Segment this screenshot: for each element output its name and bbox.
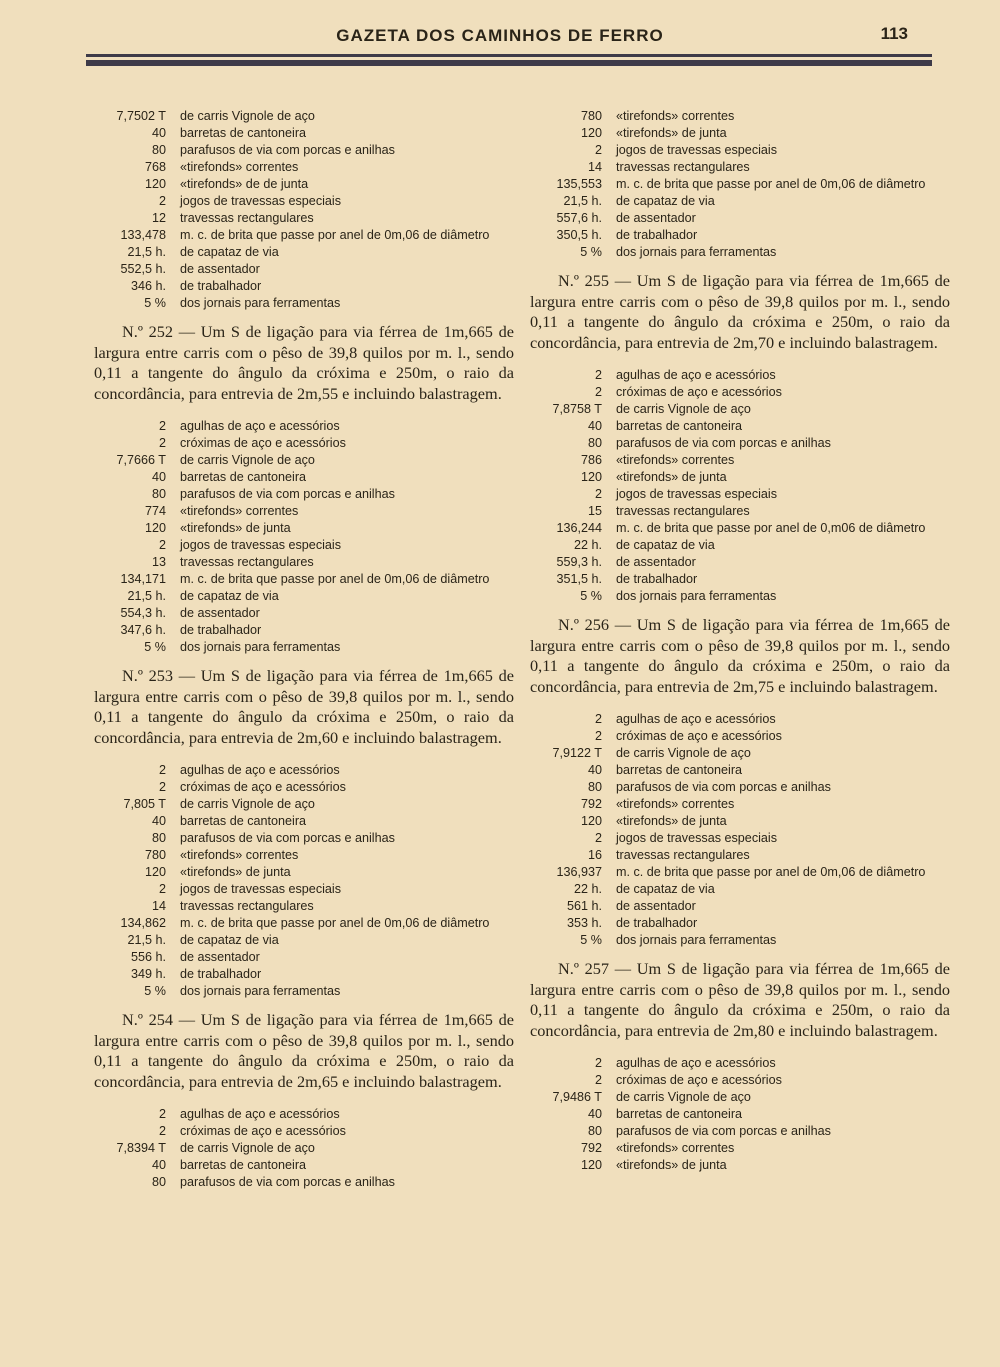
- item-quantity: 120: [580, 470, 602, 484]
- list-item: [94, 1140, 514, 1157]
- item-description: m. c. de brita que passe por anel de 0m,06 de diâmetro: [180, 572, 490, 586]
- list-item: [530, 452, 950, 469]
- list-item: [94, 983, 514, 1000]
- list-item: [530, 367, 950, 384]
- page-number: 113: [880, 24, 908, 43]
- list-item: [530, 864, 950, 881]
- item-description: de carris Vignole de aço: [180, 797, 315, 811]
- list-item: [530, 469, 950, 486]
- item-quantity: 2: [158, 436, 166, 450]
- item-description: cróximas de aço e acessórios: [180, 1124, 346, 1138]
- item-description: barretas de cantoneira: [616, 1107, 743, 1121]
- item-description: de carris Vignole de aço: [180, 109, 315, 123]
- item-quantity: 2: [158, 882, 166, 896]
- item-quantity: 559,3 h.: [556, 555, 602, 569]
- item-quantity: 134,171: [120, 572, 166, 586]
- list-item: [530, 1055, 950, 1072]
- item-quantity: 5 %: [144, 984, 166, 998]
- item-description: cróximas de aço e acessórios: [616, 1073, 782, 1087]
- item-quantity: 136,244: [556, 521, 602, 535]
- list-item: [530, 745, 950, 762]
- item-quantity: 134,862: [120, 916, 166, 930]
- list-item: [94, 435, 514, 452]
- section: [530, 108, 950, 261]
- item-description: m. c. de brita que passe por anel de 0m,06 de diâmetro: [180, 228, 490, 242]
- item-description: de assentador: [180, 262, 260, 276]
- item-description: parafusos de via com porcas e anilhas: [616, 780, 831, 794]
- item-description: de capataz de via: [180, 245, 279, 259]
- list-item: [94, 418, 514, 435]
- item-description: parafusos de via com porcas e anilhas: [180, 1175, 395, 1189]
- list-item: [530, 881, 950, 898]
- item-description: de trabalhador: [180, 967, 262, 981]
- item-quantity: 350,5 h.: [556, 228, 602, 242]
- item-description: de carris Vignole de aço: [616, 1090, 751, 1104]
- item-quantity: 40: [587, 763, 602, 777]
- item-quantity: 80: [587, 1124, 602, 1138]
- list-item: [94, 469, 514, 486]
- item-description: parafusos de via com porcas e anilhas: [616, 436, 831, 450]
- item-description: parafusos de via com porcas e anilhas: [616, 1124, 831, 1138]
- list-item: [530, 1157, 950, 1174]
- item-quantity: 2: [158, 194, 166, 208]
- list-item: [530, 813, 950, 830]
- list-item: [530, 227, 950, 244]
- list-item: [94, 1174, 514, 1191]
- list-item: [530, 418, 950, 435]
- item-quantity: 21,5 h.: [563, 194, 602, 208]
- list-item: [94, 881, 514, 898]
- item-quantity: 14: [151, 899, 166, 913]
- item-quantity: 5 %: [580, 589, 602, 603]
- item-quantity: 80: [587, 780, 602, 794]
- item-description: barretas de cantoneira: [616, 763, 743, 777]
- item-description: «tirefonds» de junta: [180, 865, 291, 879]
- item-description: de trabalhador: [180, 623, 262, 637]
- item-description: de carris Vignole de aço: [616, 402, 751, 416]
- list-item: [530, 728, 950, 745]
- item-description: agulhas de aço e acessórios: [616, 1056, 776, 1070]
- item-description: agulhas de aço e acessórios: [180, 763, 340, 777]
- item-description: de trabalhador: [616, 228, 698, 242]
- list-item: [94, 537, 514, 554]
- list-item: [94, 1123, 514, 1140]
- list-item: [530, 711, 950, 728]
- item-description: de assentador: [180, 950, 260, 964]
- item-description: «tirefonds» correntes: [180, 160, 299, 174]
- item-description: m. c. de brita que passe por anel de 0m,06 de diâmetro: [180, 916, 490, 930]
- list-item: [94, 176, 514, 193]
- list-item: [530, 779, 950, 796]
- item-quantity: 120: [144, 177, 166, 191]
- item-description: «tirefonds» de de junta: [180, 177, 309, 191]
- item-description: «tirefonds» correntes: [616, 797, 735, 811]
- item-description: de carris Vignole de aço: [180, 453, 315, 467]
- item-quantity: 2: [594, 1073, 602, 1087]
- list-item: [94, 1106, 514, 1123]
- item-quantity: 347,6 h.: [120, 623, 166, 637]
- item-description: travessas rectangulares: [616, 160, 750, 174]
- section-paragraph: N.º 253 — Um S de ligação para via férrea de 1m,665 de largura entre carris com o pêso de 39,8 quilos por m. l., sendo 0,11 a tangente do ângulo da cróxima e 250m, o raio da concordância, para entrevia de 2m,60 e incluindo balastragem.: [94, 666, 514, 747]
- item-description: de trabalhador: [616, 572, 698, 586]
- list-item: [530, 486, 950, 503]
- section-paragraph: N.º 252 — Um S de ligação para via férrea de 1m,665 de largura entre carris com o pêso de 39,8 quilos por m. l., sendo 0,11 a tangente do ângulo da cróxima e 250m, o raio da concordância, para entrevia de 2m,55 e incluindo balastragem.: [94, 322, 514, 403]
- list-item: [94, 142, 514, 159]
- item-quantity: 2: [594, 487, 602, 501]
- item-description: de carris Vignole de aço: [180, 1141, 315, 1155]
- item-quantity: 80: [151, 1175, 166, 1189]
- item-quantity: 2: [158, 1107, 166, 1121]
- item-description: «tirefonds» correntes: [616, 109, 735, 123]
- list-item: [530, 1072, 950, 1089]
- list-item: [94, 452, 514, 469]
- list-item: [94, 588, 514, 605]
- item-description: travessas rectangulares: [616, 848, 750, 862]
- list-item: [94, 108, 514, 125]
- item-quantity: 5 %: [144, 640, 166, 654]
- item-description: jogos de travessas especiais: [180, 194, 342, 208]
- item-description: de assentador: [616, 899, 696, 913]
- list-item: [94, 639, 514, 656]
- item-description: parafusos de via com porcas e anilhas: [180, 487, 395, 501]
- item-description: parafusos de via com porcas e anilhas: [180, 143, 395, 157]
- list-item: [530, 159, 950, 176]
- list-item: [530, 244, 950, 261]
- list-item: [530, 1123, 950, 1140]
- item-description: de capataz de via: [180, 933, 279, 947]
- item-description: travessas rectangulares: [180, 899, 314, 913]
- item-description: de assentador: [180, 606, 260, 620]
- list-item: [94, 244, 514, 261]
- item-description: «tirefonds» correntes: [616, 1141, 735, 1155]
- item-description: de carris Vignole de aço: [616, 746, 751, 760]
- item-quantity: 12: [151, 211, 166, 225]
- item-quantity: 40: [587, 419, 602, 433]
- item-quantity: 2: [594, 368, 602, 382]
- section: [94, 322, 514, 656]
- section: [94, 1010, 514, 1191]
- section: [94, 666, 514, 1000]
- item-description: dos jornais para ferramentas: [180, 984, 341, 998]
- list-item: [94, 898, 514, 915]
- item-quantity: 80: [151, 487, 166, 501]
- list-item: [530, 915, 950, 932]
- item-quantity: 40: [151, 1158, 166, 1172]
- item-quantity: 353 h.: [566, 916, 602, 930]
- item-description: jogos de travessas especiais: [616, 143, 778, 157]
- item-quantity: 80: [587, 436, 602, 450]
- item-description: dos jornais para ferramentas: [616, 933, 777, 947]
- item-quantity: 2: [158, 763, 166, 777]
- section-paragraph: N.º 254 — Um S de ligação para via férrea de 1m,665 de largura entre carris com o pêso de 39,8 quilos por m. l., sendo 0,11 a tangente do ângulo da cróxima e 250m, o raio da concordância, para entrevia de 2m,65 e incluindo balastragem.: [94, 1010, 514, 1091]
- list-item: [94, 932, 514, 949]
- list-item: [94, 554, 514, 571]
- list-item: [94, 949, 514, 966]
- item-description: m. c. de brita que passe por anel de 0,m06 de diâmetro: [616, 521, 926, 535]
- item-quantity: 13: [151, 555, 166, 569]
- item-quantity: 7,805 T: [123, 797, 166, 811]
- section-paragraph: N.º 257 — Um S de ligação para via férrea de 1m,665 de largura entre carris com o pêso de 39,8 quilos por m. l., sendo 0,11 a tangente do ângulo da cróxima e 250m, o raio da concordância, para entrevia de 2m,80 e incluindo balastragem.: [530, 959, 950, 1040]
- list-item: [530, 1106, 950, 1123]
- list-item: [94, 847, 514, 864]
- item-quantity: 2: [594, 1056, 602, 1070]
- item-quantity: 768: [144, 160, 166, 174]
- list-item: [94, 486, 514, 503]
- list-item: [94, 193, 514, 210]
- list-item: [530, 588, 950, 605]
- item-quantity: 5 %: [580, 933, 602, 947]
- item-description: travessas rectangulares: [180, 211, 314, 225]
- item-quantity: 557,6 h.: [556, 211, 602, 225]
- list-item: [530, 435, 950, 452]
- item-description: barretas de cantoneira: [616, 419, 743, 433]
- item-description: m. c. de brita que passe por anel de 0m,06 de diâmetro: [616, 865, 926, 879]
- item-quantity: 5 %: [580, 245, 602, 259]
- item-quantity: 21,5 h.: [127, 245, 166, 259]
- materials-list: [94, 108, 514, 312]
- list-item: [530, 762, 950, 779]
- list-item: [94, 966, 514, 983]
- list-item: [530, 1089, 950, 1106]
- item-description: dos jornais para ferramentas: [616, 245, 777, 259]
- list-item: [94, 813, 514, 830]
- list-item: [530, 554, 950, 571]
- list-item: [530, 571, 950, 588]
- item-description: parafusos de via com porcas e anilhas: [180, 831, 395, 845]
- item-quantity: 40: [151, 470, 166, 484]
- item-description: barretas de cantoneira: [180, 814, 307, 828]
- list-item: [94, 295, 514, 312]
- item-quantity: 2: [594, 729, 602, 743]
- list-item: [530, 176, 950, 193]
- item-quantity: 774: [144, 504, 166, 518]
- item-description: «tirefonds» correntes: [180, 848, 299, 862]
- item-description: «tirefonds» correntes: [616, 453, 735, 467]
- item-quantity: 136,937: [556, 865, 602, 879]
- item-quantity: 120: [580, 1158, 602, 1172]
- section: [94, 108, 514, 312]
- item-description: de assentador: [616, 211, 696, 225]
- item-quantity: 2: [158, 538, 166, 552]
- item-description: jogos de travessas especiais: [616, 831, 778, 845]
- item-quantity: 80: [151, 143, 166, 157]
- item-description: jogos de travessas especiais: [616, 487, 778, 501]
- item-description: «tirefonds» de junta: [180, 521, 291, 535]
- materials-list: [94, 762, 514, 1000]
- item-quantity: 792: [580, 1141, 602, 1155]
- item-quantity: 2: [158, 419, 166, 433]
- item-quantity: 349 h.: [130, 967, 166, 981]
- item-quantity: 14: [587, 160, 602, 174]
- item-quantity: 786: [580, 453, 602, 467]
- item-quantity: 2: [158, 780, 166, 794]
- item-description: de trabalhador: [616, 916, 698, 930]
- list-item: [94, 605, 514, 622]
- item-quantity: 40: [151, 814, 166, 828]
- list-item: [94, 520, 514, 537]
- materials-list: [530, 367, 950, 605]
- item-quantity: 351,5 h.: [556, 572, 602, 586]
- item-quantity: 21,5 h.: [127, 933, 166, 947]
- header-rule-bottom: [86, 60, 932, 66]
- item-description: de capataz de via: [616, 538, 715, 552]
- list-item: [94, 864, 514, 881]
- item-description: cróximas de aço e acessórios: [180, 780, 346, 794]
- item-description: travessas rectangulares: [180, 555, 314, 569]
- list-item: [530, 1140, 950, 1157]
- materials-list: [94, 418, 514, 656]
- item-quantity: 120: [580, 126, 602, 140]
- item-quantity: 15: [587, 504, 602, 518]
- materials-list: [530, 711, 950, 949]
- list-item: [530, 537, 950, 554]
- list-item: [94, 210, 514, 227]
- item-description: de assentador: [616, 555, 696, 569]
- list-item: [530, 142, 950, 159]
- item-quantity: 2: [594, 385, 602, 399]
- section-paragraph: N.º 255 — Um S de ligação para via férrea de 1m,665 de largura entre carris com o pêso de 39,8 quilos por m. l., sendo 0,11 a tangente do ângulo da cróxima e 250m, o raio da concordância, para entrevia de 2m,70 e incluindo balastragem.: [530, 271, 950, 352]
- item-quantity: 556 h.: [130, 950, 166, 964]
- materials-list: [530, 1055, 950, 1174]
- item-description: de capataz de via: [180, 589, 279, 603]
- item-description: barretas de cantoneira: [180, 126, 307, 140]
- item-quantity: 133,478: [120, 228, 166, 242]
- item-description: «tirefonds» de junta: [616, 470, 727, 484]
- item-description: cróximas de aço e acessórios: [180, 436, 346, 450]
- list-item: [530, 503, 950, 520]
- item-description: jogos de travessas especiais: [180, 538, 342, 552]
- item-description: «tirefonds» correntes: [180, 504, 299, 518]
- list-item: [94, 796, 514, 813]
- item-quantity: 554,3 h.: [120, 606, 166, 620]
- item-quantity: 135,553: [556, 177, 602, 191]
- item-quantity: 7,9122 T: [552, 746, 602, 760]
- list-item: [530, 520, 950, 537]
- list-item: [94, 278, 514, 295]
- item-quantity: 2: [594, 831, 602, 845]
- list-item: [530, 193, 950, 210]
- materials-list: [530, 108, 950, 261]
- item-description: agulhas de aço e acessórios: [180, 1107, 340, 1121]
- item-description: de capataz de via: [616, 194, 715, 208]
- section: [530, 271, 950, 605]
- list-item: [530, 108, 950, 125]
- item-description: travessas rectangulares: [616, 504, 750, 518]
- list-item: [530, 830, 950, 847]
- item-quantity: 780: [144, 848, 166, 862]
- item-quantity: 22 h.: [573, 538, 602, 552]
- list-item: [94, 159, 514, 176]
- header-rule-top: [86, 54, 932, 57]
- item-description: agulhas de aço e acessórios: [616, 368, 776, 382]
- item-quantity: 120: [144, 865, 166, 879]
- item-description: de capataz de via: [616, 882, 715, 896]
- item-description: dos jornais para ferramentas: [180, 640, 341, 654]
- item-quantity: 346 h.: [130, 279, 166, 293]
- list-item: [94, 762, 514, 779]
- item-description: dos jornais para ferramentas: [616, 589, 777, 603]
- list-item: [94, 622, 514, 639]
- item-quantity: 22 h.: [573, 882, 602, 896]
- list-item: [94, 227, 514, 244]
- item-quantity: 5 %: [144, 296, 166, 310]
- journal-title: GAZETA DOS CAMINHOS DE FERRO: [336, 26, 664, 45]
- item-description: de trabalhador: [180, 279, 262, 293]
- item-description: agulhas de aço e acessórios: [616, 712, 776, 726]
- item-quantity: 561 h.: [566, 899, 602, 913]
- item-quantity: 792: [580, 797, 602, 811]
- section: [530, 959, 950, 1174]
- item-description: «tirefonds» de junta: [616, 814, 727, 828]
- item-quantity: 2: [594, 143, 602, 157]
- item-description: barretas de cantoneira: [180, 470, 307, 484]
- item-quantity: 80: [151, 831, 166, 845]
- item-description: dos jornais para ferramentas: [180, 296, 341, 310]
- list-item: [94, 571, 514, 588]
- left-column: [94, 108, 514, 1201]
- item-quantity: 120: [580, 814, 602, 828]
- list-item: [530, 932, 950, 949]
- list-item: [94, 503, 514, 520]
- list-item: [530, 796, 950, 813]
- item-quantity: 120: [144, 521, 166, 535]
- item-description: m. c. de brita que passe por anel de 0m,06 de diâmetro: [616, 177, 926, 191]
- item-quantity: 7,9486 T: [552, 1090, 602, 1104]
- item-quantity: 2: [594, 712, 602, 726]
- list-item: [530, 125, 950, 142]
- item-quantity: 7,7666 T: [116, 453, 166, 467]
- item-quantity: 552,5 h.: [120, 262, 166, 276]
- item-description: agulhas de aço e acessórios: [180, 419, 340, 433]
- list-item: [94, 915, 514, 932]
- right-column: [530, 108, 950, 1184]
- list-item: [94, 261, 514, 278]
- item-quantity: 7,7502 T: [116, 109, 166, 123]
- item-description: cróximas de aço e acessórios: [616, 385, 782, 399]
- list-item: [530, 898, 950, 915]
- list-item: [530, 401, 950, 418]
- item-quantity: 16: [587, 848, 602, 862]
- materials-list: [94, 1106, 514, 1191]
- section-paragraph: N.º 256 — Um S de ligação para via férrea de 1m,665 de largura entre carris com o pêso de 39,8 quilos por m. l., sendo 0,11 a tangente do ângulo da cróxima e 250m, o raio da concordância, para entrevia de 2m,75 e incluindo balastragem.: [530, 615, 950, 696]
- item-quantity: 7,8394 T: [116, 1141, 166, 1155]
- item-description: «tirefonds» de junta: [616, 126, 727, 140]
- list-item: [94, 1157, 514, 1174]
- item-description: jogos de travessas especiais: [180, 882, 342, 896]
- list-item: [94, 830, 514, 847]
- list-item: [94, 125, 514, 142]
- item-quantity: 780: [580, 109, 602, 123]
- item-description: «tirefonds» de junta: [616, 1158, 727, 1172]
- item-quantity: 40: [587, 1107, 602, 1121]
- item-quantity: 7,8758 T: [552, 402, 602, 416]
- section: [530, 615, 950, 949]
- item-description: cróximas de aço e acessórios: [616, 729, 782, 743]
- item-quantity: 2: [158, 1124, 166, 1138]
- item-quantity: 40: [151, 126, 166, 140]
- item-description: barretas de cantoneira: [180, 1158, 307, 1172]
- item-quantity: 21,5 h.: [127, 589, 166, 603]
- list-item: [530, 384, 950, 401]
- list-item: [530, 847, 950, 864]
- list-item: [94, 779, 514, 796]
- list-item: [530, 210, 950, 227]
